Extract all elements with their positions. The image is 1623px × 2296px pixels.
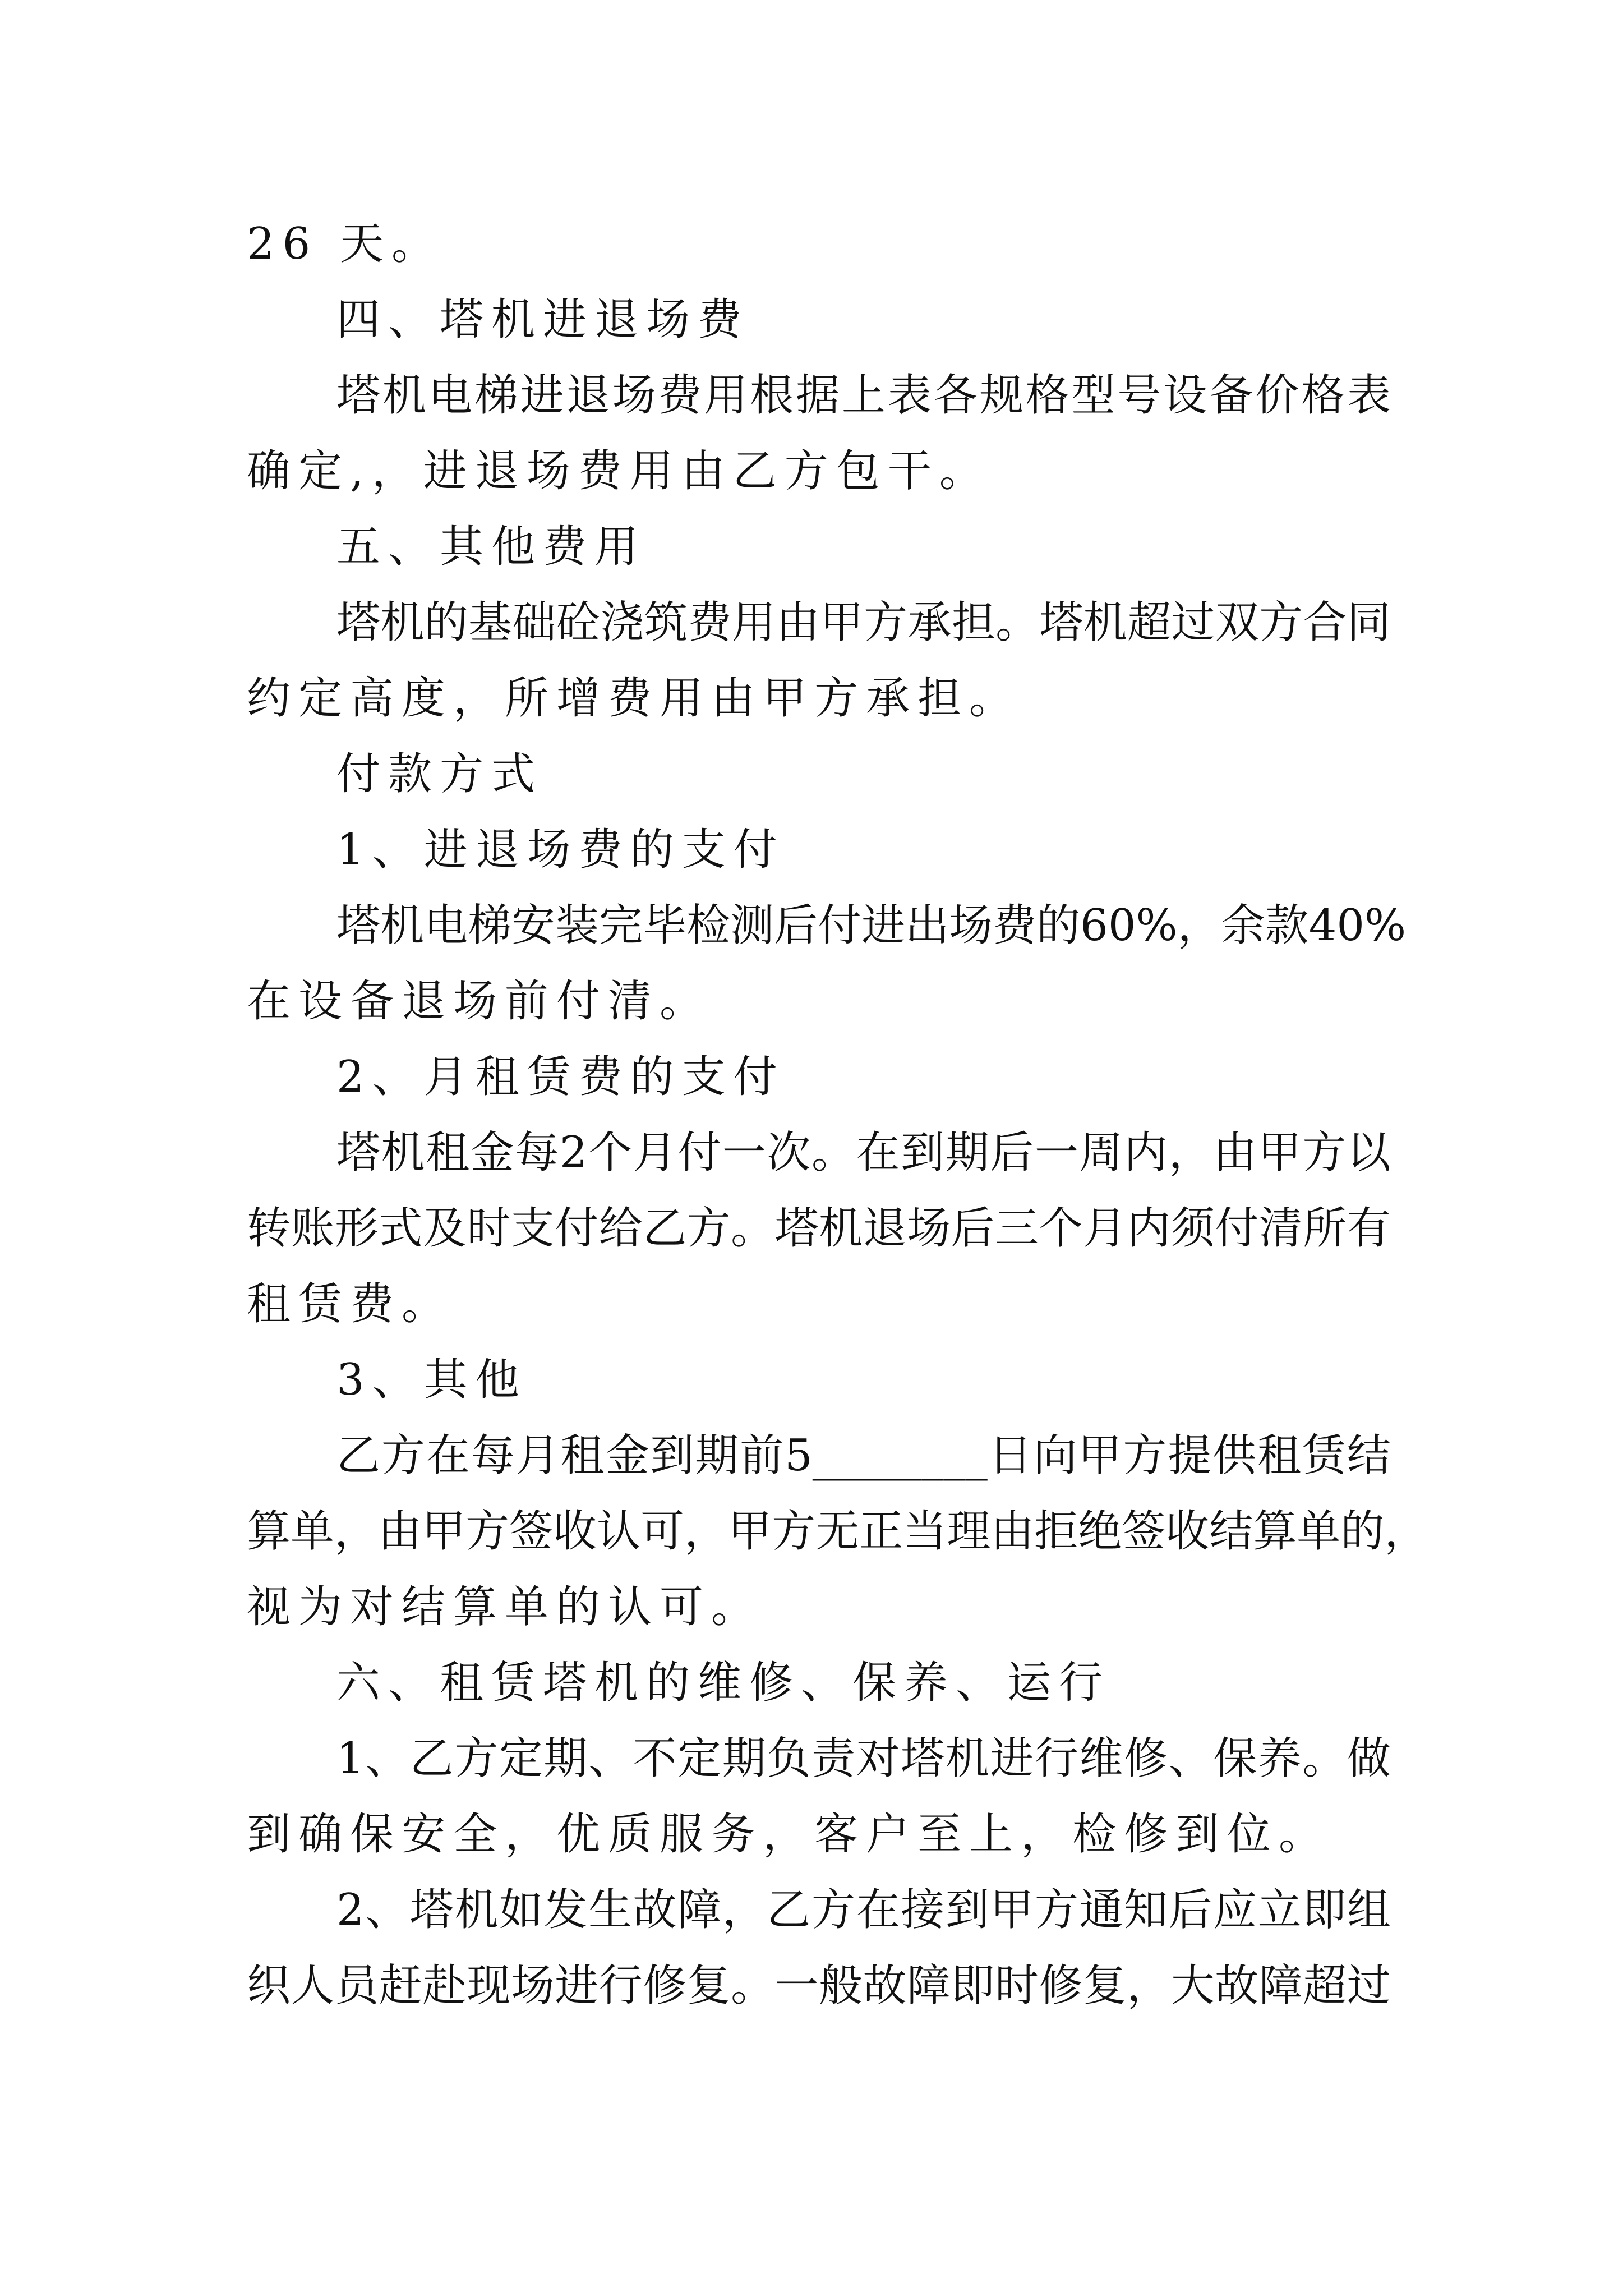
text-glyph: 方 — [772, 1506, 816, 1557]
text-glyph: 月 — [1082, 1203, 1127, 1254]
text-glyph: 机 — [380, 900, 425, 951]
text-glyph: 组 — [1347, 1885, 1391, 1935]
section-heading: 五、其他费用 — [336, 522, 647, 572]
text-glyph: 供 — [1212, 1430, 1257, 1481]
text-glyph: 向 — [1033, 1430, 1077, 1481]
text-glyph: 方 — [1123, 1430, 1167, 1481]
text-glyph: 租 — [560, 1430, 605, 1481]
text-glyph: 、 — [365, 1733, 409, 1784]
text-glyph: 行 — [1034, 1733, 1078, 1784]
text-glyph: 电 — [424, 900, 468, 951]
text-glyph: 责 — [811, 1733, 855, 1784]
text-glyph: 故 — [633, 1885, 677, 1935]
text-glyph: 场 — [949, 900, 993, 951]
text-glyph: 塔 — [901, 1733, 945, 1784]
text-glyph: 付 — [818, 900, 862, 951]
text-glyph: 复 — [686, 1961, 731, 2011]
subsection-heading: 1、进退场费的支付 — [336, 825, 785, 875]
text-glyph: 5________ — [785, 1430, 988, 1481]
text-glyph: ， — [1384, 1506, 1428, 1557]
paragraph-line: 约定高度，所增费用由甲方承担。 — [247, 673, 1021, 724]
text-glyph: 检 — [686, 900, 731, 951]
text-glyph: 塔 — [336, 370, 381, 421]
text-glyph: 担 — [951, 597, 995, 648]
text-glyph: 结 — [1347, 1430, 1391, 1481]
text-glyph: 备 — [1209, 370, 1253, 421]
text-glyph: 2 — [559, 1128, 588, 1178]
text-glyph: 赴 — [422, 1961, 467, 2011]
text-glyph: 修 — [1124, 1733, 1168, 1784]
text-glyph: 方 — [1034, 1885, 1078, 1935]
text-glyph: 到 — [650, 1430, 694, 1481]
text-glyph: 日 — [988, 1430, 1032, 1481]
text-glyph: 式 — [379, 1203, 423, 1254]
text-glyph: 进 — [520, 370, 564, 421]
text-glyph: 个 — [1039, 1203, 1083, 1254]
text-glyph: 签 — [509, 1506, 554, 1557]
text-glyph: 超 — [1303, 1961, 1347, 2011]
paragraph-line — [336, 1425, 1391, 1487]
text-glyph: 维 — [1079, 1733, 1123, 1784]
text-glyph: 付 — [677, 1128, 722, 1178]
text-glyph: 对 — [856, 1733, 900, 1784]
text-glyph: 有 — [1347, 1203, 1391, 1254]
paragraph-line — [336, 1728, 1391, 1789]
text-glyph: 退 — [566, 370, 610, 421]
text-glyph: 个 — [588, 1128, 633, 1178]
text-glyph: 期 — [945, 1128, 989, 1178]
text-glyph: 付 — [1215, 1203, 1259, 1254]
text-glyph: 内 — [1124, 1128, 1168, 1178]
text-glyph: 超 — [1127, 597, 1172, 648]
text-glyph: 甲 — [1078, 1430, 1122, 1481]
text-glyph: 期 — [695, 1430, 739, 1481]
text-glyph: 、 — [588, 1733, 633, 1784]
text-glyph: 期 — [543, 1733, 588, 1784]
text-glyph: 号 — [1117, 370, 1161, 421]
text-glyph: 支 — [510, 1203, 555, 1254]
text-glyph: 清 — [1258, 1203, 1303, 1254]
text-glyph: 承 — [907, 597, 952, 648]
text-glyph: ， — [684, 1506, 728, 1557]
text-glyph: 费 — [993, 900, 1037, 951]
text-glyph: 甲 — [990, 1885, 1034, 1935]
text-glyph: 款 — [1265, 900, 1309, 951]
text-glyph: 单 — [1297, 1506, 1341, 1557]
text-glyph: 知 — [1124, 1885, 1168, 1935]
text-glyph: 养 — [1257, 1733, 1302, 1784]
text-glyph: 障 — [907, 1961, 951, 2011]
text-glyph: 退 — [863, 1203, 907, 1254]
text-glyph: 由 — [378, 1506, 422, 1557]
text-glyph: 场 — [510, 1961, 555, 2011]
text-glyph: 定 — [499, 1733, 543, 1784]
text-glyph: 签 — [1122, 1506, 1166, 1557]
text-glyph: 甲 — [728, 1506, 772, 1557]
text-glyph: 场 — [612, 370, 656, 421]
text-glyph: 装 — [555, 900, 600, 951]
section-heading: 付款方式 — [336, 749, 543, 799]
text-glyph: 电 — [428, 370, 472, 421]
text-glyph: ， — [722, 1885, 766, 1935]
text-glyph: 故 — [1215, 1961, 1259, 2011]
text-glyph: 甲 — [1257, 1128, 1302, 1178]
text-glyph: 修 — [643, 1961, 687, 2011]
text-glyph: 格 — [1301, 370, 1345, 421]
text-glyph: 用 — [704, 370, 748, 421]
text-glyph: 方 — [465, 1506, 510, 1557]
text-glyph: 由 — [1213, 1128, 1257, 1178]
text-glyph: 绝 — [1078, 1506, 1122, 1557]
text-glyph: 生 — [588, 1885, 633, 1935]
text-glyph: 方 — [1302, 1128, 1347, 1178]
text-glyph: 砼 — [556, 597, 600, 648]
text-glyph: 梯 — [474, 370, 518, 421]
text-glyph: 。 — [1302, 1733, 1347, 1784]
text-glyph: 织 — [247, 1961, 291, 2011]
text-glyph: 可 — [640, 1506, 685, 1557]
paragraph-line: 租赁费。 — [247, 1279, 454, 1329]
text-glyph: 规 — [979, 370, 1023, 421]
text-glyph: 后 — [951, 1203, 995, 1254]
text-glyph: 塔 — [1039, 597, 1083, 648]
text-glyph: 租 — [1257, 1430, 1302, 1481]
text-glyph: 内 — [1127, 1203, 1171, 1254]
text-glyph: 赶 — [379, 1961, 423, 2011]
text-glyph: 乙 — [336, 1430, 381, 1481]
text-glyph: 。 — [731, 1203, 775, 1254]
paragraph-line: 视为对结算单的认可。 — [247, 1582, 763, 1632]
text-glyph: 单 — [291, 1506, 335, 1557]
subsection-heading: 2、月租赁费的支付 — [336, 1052, 785, 1102]
text-glyph: 乙 — [767, 1885, 811, 1935]
text-glyph: 一 — [774, 1961, 819, 2011]
text-glyph: 时 — [467, 1203, 511, 1254]
text-glyph: 月 — [633, 1128, 677, 1178]
text-glyph: 塔 — [336, 1128, 381, 1178]
paragraph-line — [247, 1955, 1391, 2017]
text-glyph: 不 — [633, 1733, 677, 1784]
text-glyph: 在 — [426, 1430, 470, 1481]
text-glyph: 毕 — [643, 900, 687, 951]
paragraph-line: 到确保安全，优质服务，客户至上，检修到位。 — [247, 1809, 1331, 1860]
text-glyph: 。 — [731, 1961, 775, 2011]
text-glyph: 各 — [933, 370, 978, 421]
text-glyph: 进 — [555, 1961, 599, 2011]
text-glyph: 机 — [382, 370, 426, 421]
text-glyph: 拒 — [1034, 1506, 1078, 1557]
text-glyph: 过 — [1347, 1961, 1391, 2011]
paragraph-line — [336, 895, 1407, 956]
text-glyph: 1 — [336, 1733, 365, 1784]
text-glyph: 过 — [1171, 597, 1215, 648]
text-glyph: 到 — [945, 1885, 989, 1935]
text-glyph: 收 — [1165, 1506, 1210, 1557]
text-glyph: 给 — [598, 1203, 643, 1254]
text-glyph: 塔 — [409, 1885, 454, 1935]
text-glyph: 的 — [1036, 900, 1081, 951]
text-glyph: 即 — [1302, 1885, 1347, 1935]
text-glyph: 须 — [1170, 1203, 1215, 1254]
text-glyph: 方 — [1259, 597, 1303, 648]
text-glyph: 后 — [990, 1128, 1034, 1178]
text-glyph: 租 — [426, 1128, 470, 1178]
text-glyph: 梯 — [468, 900, 512, 951]
text-glyph: 的 — [424, 597, 468, 648]
text-glyph: 付 — [555, 1203, 599, 1254]
text-glyph: 设 — [1163, 370, 1207, 421]
text-glyph: 期 — [722, 1733, 766, 1784]
text-glyph: 40% — [1308, 900, 1407, 951]
paragraph-line — [336, 1122, 1391, 1184]
text-glyph: 筑 — [644, 597, 688, 648]
text-glyph: 。 — [995, 597, 1040, 648]
text-glyph: 浇 — [600, 597, 644, 648]
paragraph-line — [336, 1879, 1391, 1941]
text-glyph: 到 — [901, 1128, 945, 1178]
text-glyph: ， — [334, 1506, 379, 1557]
text-glyph: 余 — [1221, 900, 1265, 951]
text-glyph: 应 — [1213, 1885, 1257, 1935]
text-glyph: 机 — [945, 1733, 989, 1784]
text-glyph: 方 — [864, 597, 908, 648]
text-glyph: 故 — [863, 1961, 907, 2011]
text-glyph: 做 — [1347, 1733, 1391, 1784]
text-glyph: 三 — [994, 1203, 1039, 1254]
text-glyph: 次 — [767, 1128, 811, 1178]
text-glyph: ， — [1127, 1961, 1171, 2011]
text-glyph: 用 — [732, 597, 776, 648]
text-glyph: 2 — [336, 1885, 365, 1935]
section-heading: 六、租赁塔机的维修、保养、运行 — [336, 1658, 1111, 1708]
text-glyph: 复 — [1082, 1961, 1127, 2011]
text-glyph: 、 — [1168, 1733, 1212, 1784]
text-glyph: 上 — [841, 370, 886, 421]
text-glyph: 认 — [597, 1506, 641, 1557]
text-glyph: 每 — [515, 1128, 559, 1178]
text-glyph: 收 — [553, 1506, 597, 1557]
text-glyph: 现 — [467, 1961, 511, 2011]
text-glyph: 、 — [365, 1885, 409, 1935]
text-glyph: 般 — [819, 1961, 863, 2011]
text-glyph: 方 — [454, 1733, 499, 1784]
text-glyph: 及 — [422, 1203, 467, 1254]
text-glyph: 理 — [947, 1506, 991, 1557]
text-glyph: ， — [1168, 1128, 1212, 1178]
text-glyph: 同 — [1347, 597, 1391, 648]
text-glyph: 所 — [1303, 1203, 1347, 1254]
text-glyph: 方 — [381, 1430, 425, 1481]
text-glyph: 通 — [1079, 1885, 1123, 1935]
text-glyph: 无 — [815, 1506, 860, 1557]
text-glyph: 据 — [796, 370, 840, 421]
text-glyph: 础 — [512, 597, 556, 648]
text-glyph: 出 — [905, 900, 949, 951]
text-glyph: 机 — [380, 597, 425, 648]
text-glyph: 每 — [471, 1430, 515, 1481]
text-glyph: 根 — [750, 370, 794, 421]
text-glyph: 一 — [722, 1128, 766, 1178]
text-glyph: 如 — [499, 1885, 543, 1935]
text-glyph: 时 — [994, 1961, 1039, 2011]
text-glyph: 机 — [381, 1128, 425, 1178]
text-glyph: 价 — [1255, 370, 1299, 421]
text-glyph: 形 — [334, 1203, 379, 1254]
text-glyph: 型 — [1071, 370, 1115, 421]
text-glyph: 即 — [951, 1961, 995, 2011]
text-glyph: 立 — [1257, 1885, 1302, 1935]
text-glyph: 发 — [543, 1885, 588, 1935]
text-glyph: 障 — [677, 1885, 722, 1935]
text-glyph: 的 — [1340, 1506, 1385, 1557]
text-glyph: 基 — [468, 597, 513, 648]
paragraph-line — [336, 365, 1391, 426]
text-glyph: 结 — [1209, 1506, 1253, 1557]
text-glyph: 大 — [1170, 1961, 1215, 2011]
text-glyph: 进 — [990, 1733, 1034, 1784]
text-glyph: 金 — [605, 1430, 649, 1481]
text-glyph: 60% — [1080, 900, 1178, 951]
text-glyph: 甲 — [422, 1506, 466, 1557]
text-glyph: 乙 — [409, 1733, 454, 1784]
text-glyph: 一 — [1034, 1128, 1078, 1178]
text-glyph: 费 — [688, 597, 732, 648]
text-glyph: 行 — [598, 1961, 643, 2011]
paragraph-line: 确定,，进退场费用由乙方包干。 — [247, 446, 991, 496]
text-glyph: 测 — [730, 900, 774, 951]
text-glyph: 合 — [1303, 597, 1347, 648]
text-glyph: 由 — [990, 1506, 1035, 1557]
text-glyph: 账 — [291, 1203, 335, 1254]
text-glyph: 负 — [767, 1733, 811, 1784]
text-glyph: 在 — [856, 1128, 900, 1178]
text-glyph: 在 — [856, 1885, 900, 1935]
text-glyph: 由 — [776, 597, 820, 648]
subsection-heading: 3、其他 — [336, 1355, 527, 1405]
text-glyph: 算 — [247, 1506, 291, 1557]
text-glyph: 员 — [334, 1961, 379, 2011]
text-glyph: 赁 — [1302, 1430, 1346, 1481]
text-glyph: 月 — [515, 1430, 560, 1481]
text-glyph: 周 — [1079, 1128, 1123, 1178]
text-glyph: 机 — [819, 1203, 863, 1254]
text-glyph: 场 — [907, 1203, 951, 1254]
text-glyph: 当 — [903, 1506, 947, 1557]
text-glyph: 乙 — [643, 1203, 687, 1254]
paragraph-line: 26 天。 — [247, 219, 444, 269]
text-glyph: 金 — [470, 1128, 514, 1178]
paragraph-line — [247, 1198, 1391, 1259]
text-glyph: 机 — [1083, 597, 1127, 648]
text-glyph: 人 — [291, 1961, 335, 2011]
text-glyph: 塔 — [336, 900, 381, 951]
text-glyph: 塔 — [774, 1203, 819, 1254]
text-glyph: ， — [1177, 900, 1221, 951]
text-glyph: 以 — [1347, 1128, 1391, 1178]
paragraph-line — [247, 1501, 1428, 1562]
text-glyph: 障 — [1258, 1961, 1303, 2011]
text-glyph: 前 — [740, 1430, 784, 1481]
text-glyph: 机 — [454, 1885, 499, 1935]
text-glyph: 方 — [686, 1203, 731, 1254]
text-glyph: 算 — [1253, 1506, 1297, 1557]
text-glyph: 修 — [1039, 1961, 1083, 2011]
text-glyph: 塔 — [336, 597, 381, 648]
text-glyph: 双 — [1215, 597, 1259, 648]
text-glyph: 后 — [774, 900, 818, 951]
text-glyph: 表 — [887, 370, 932, 421]
text-glyph: 接 — [901, 1885, 945, 1935]
text-glyph: 方 — [811, 1885, 855, 1935]
text-glyph: 保 — [1213, 1733, 1257, 1784]
text-glyph: 后 — [1168, 1885, 1212, 1935]
text-glyph: 安 — [511, 900, 556, 951]
text-glyph: 正 — [859, 1506, 903, 1557]
paragraph-line — [336, 592, 1391, 654]
paragraph-line: 在设备退场前付清。 — [247, 976, 712, 1027]
text-glyph: 费 — [658, 370, 702, 421]
text-glyph: 格 — [1025, 370, 1069, 421]
text-glyph: 提 — [1168, 1430, 1212, 1481]
text-glyph: 。 — [811, 1128, 855, 1178]
section-heading: 四、塔机进退场费 — [336, 295, 750, 345]
text-glyph: 甲 — [819, 597, 864, 648]
text-glyph: 进 — [861, 900, 906, 951]
text-glyph: 定 — [677, 1733, 722, 1784]
text-glyph: 转 — [247, 1203, 291, 1254]
text-glyph: 表 — [1347, 370, 1391, 421]
text-glyph: 完 — [599, 900, 643, 951]
